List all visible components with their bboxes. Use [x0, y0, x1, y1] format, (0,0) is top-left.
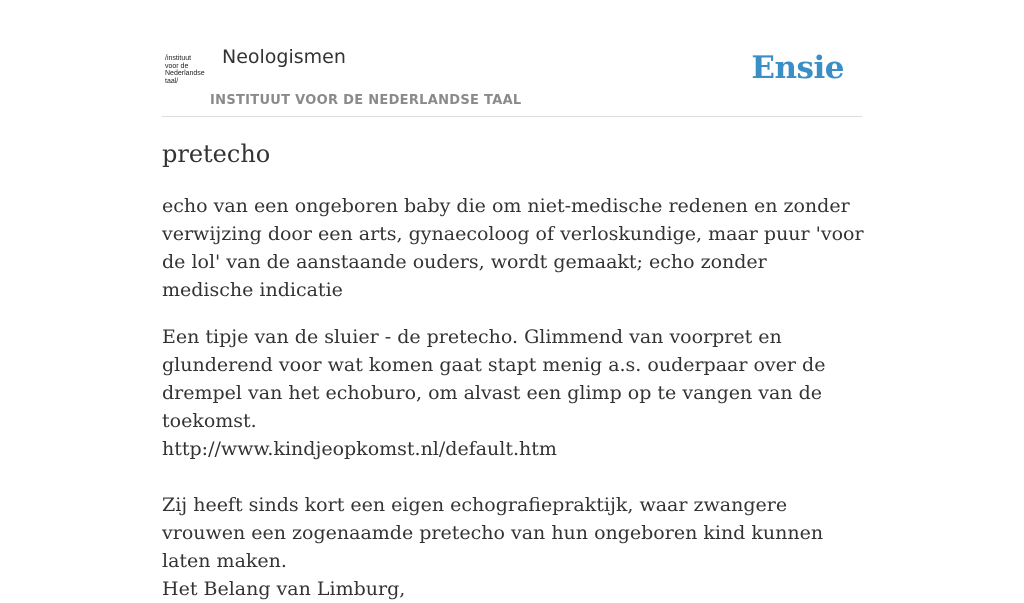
entry-definition: echo van een ongeboren baby die om niet-medische redenen en zonder verwijzing door een arts, gynaecoloog of verloskundige, maar puur 'voor de lol' van de aanstaande ouders, wordt gemaakt; echo zonder medische indicatie — [162, 195, 864, 301]
logo-text: /instituut voor de Nederlandse taal/ — [165, 55, 205, 85]
entry-headword: pretecho — [162, 140, 271, 168]
example-source: Het Belang van Limburg, — [162, 578, 406, 600]
example-spacer — [162, 463, 864, 491]
header — [162, 40, 862, 117]
site-title[interactable]: Neologismen — [222, 46, 346, 68]
example-quote: Een tipje van de sluier - de pretecho. Glimmend van voorpret en glunderend voor wat komen gaat stapt menig a.s. ouderpaar over de drempel van het echoburo, om alvast een glimp op te vangen van de toekomst. — [162, 326, 826, 432]
institute-logo[interactable] — [162, 54, 210, 94]
ensie-brand-logo[interactable]: Ensie — [751, 50, 844, 86]
entry-example — [162, 323, 864, 603]
example-quote: Zij heeft sinds kort een eigen echografiepraktijk, waar zwangere vrouwen een zogenaamde pretecho van hun ongeboren kind kunnen laten maken. — [162, 494, 824, 572]
site-subtitle: INSTITUUT VOOR DE NEDERLANDSE TAAL — [210, 93, 522, 108]
entry-content — [162, 138, 864, 603]
example-source-link[interactable]: http://www.kindjeopkomst.nl/default.htm — [162, 438, 557, 460]
